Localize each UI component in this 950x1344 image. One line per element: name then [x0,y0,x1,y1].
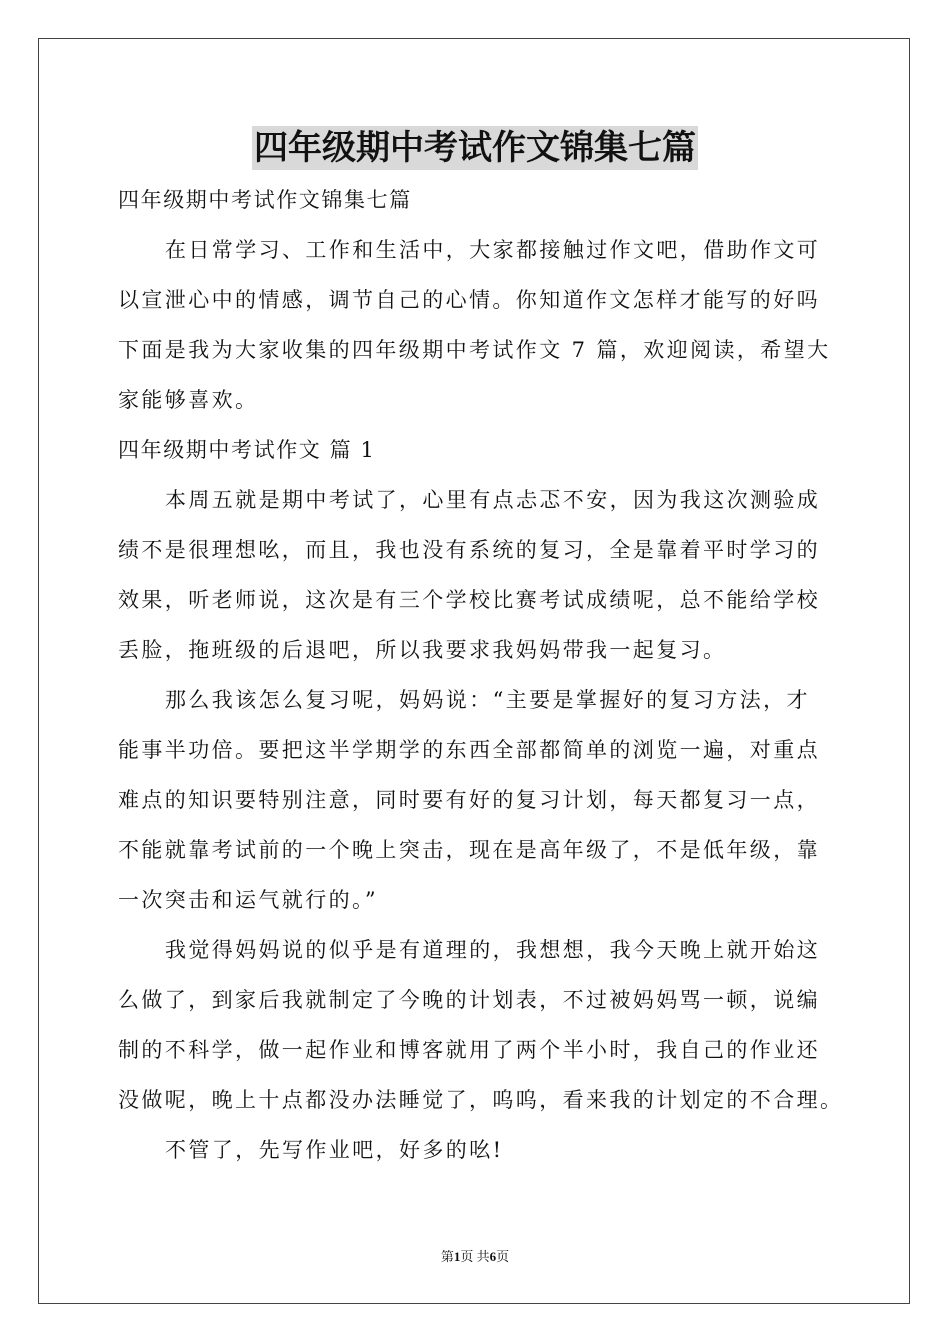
page-prefix: 第 [440,1249,454,1264]
text-line: 不能就靠考试前的一个晚上突击，现在是高年级了，不是低年级，靠 [118,838,820,862]
text-line: 难点的知识要特别注意，同时要有好的复习计划，每天都复习一点， [118,788,820,812]
page-current: 1 [453,1249,461,1264]
text-line: 没做呢，晚上十点都没办法睡觉了，呜呜，看来我的计划定的不合理。 [118,1088,844,1112]
text-line: 丢脸，拖班级的后退吧，所以我要求我妈妈带我一起复习。 [118,638,727,662]
document-title: 四年级期中考试作文锦集七篇 [254,128,696,168]
text-line: 不管了，先写作业吧，好多的吆! [165,1138,504,1162]
page-mid: 页 共 [460,1249,490,1264]
text-line: 家能够喜欢。 [118,388,259,412]
text-line: 本周五就是期中考试了，心里有点忐忑不安，因为我这次测验成 [165,488,821,512]
text-line: 效果，听老师说，这次是有三个学校比赛考试成绩呢，总不能给学校 [118,588,820,612]
text-line: 以宣泄心中的情感，调节自己的心情。你知道作文怎样才能写的好吗 [118,288,820,312]
text-line: 一次突击和运气就行的。” [118,888,379,912]
text-line: 下面是我为大家收集的四年级期中考试作文 7 篇，欢迎阅读，希望大 [118,338,831,362]
page-suffix: 页 [496,1249,510,1264]
section-heading: 四年级期中考试作文锦集七篇 [118,188,412,212]
section-heading: 四年级期中考试作文 篇 1 [118,438,376,462]
text-line: 么做了，到家后我就制定了今晚的计划表，不过被妈妈骂一顿，说编 [118,988,820,1012]
page-footer [0,1246,950,1265]
text-line: 在日常学习、工作和生活中，大家都接触过作文吧，借助作文可 [165,238,821,262]
text-line: 能事半功倍。要把这半学期学的东西全部都简单的浏览一遍，对重点 [118,738,820,762]
text-line: 制的不科学，做一起作业和博客就用了两个半小时，我自己的作业还 [118,1038,820,1062]
page-total: 6 [489,1249,497,1264]
text-line: 我觉得妈妈说的似乎是有道理的，我想想，我今天晚上就开始这 [165,938,821,962]
document-body [118,175,844,1175]
title-wrap [0,126,950,170]
text-line: 那么我该怎么复习呢，妈妈说：“主要是掌握好的复习方法，才 [165,688,810,712]
text-line: 绩不是很理想吆，而且，我也没有系统的复习，全是靠着平时学习的 [118,538,820,562]
